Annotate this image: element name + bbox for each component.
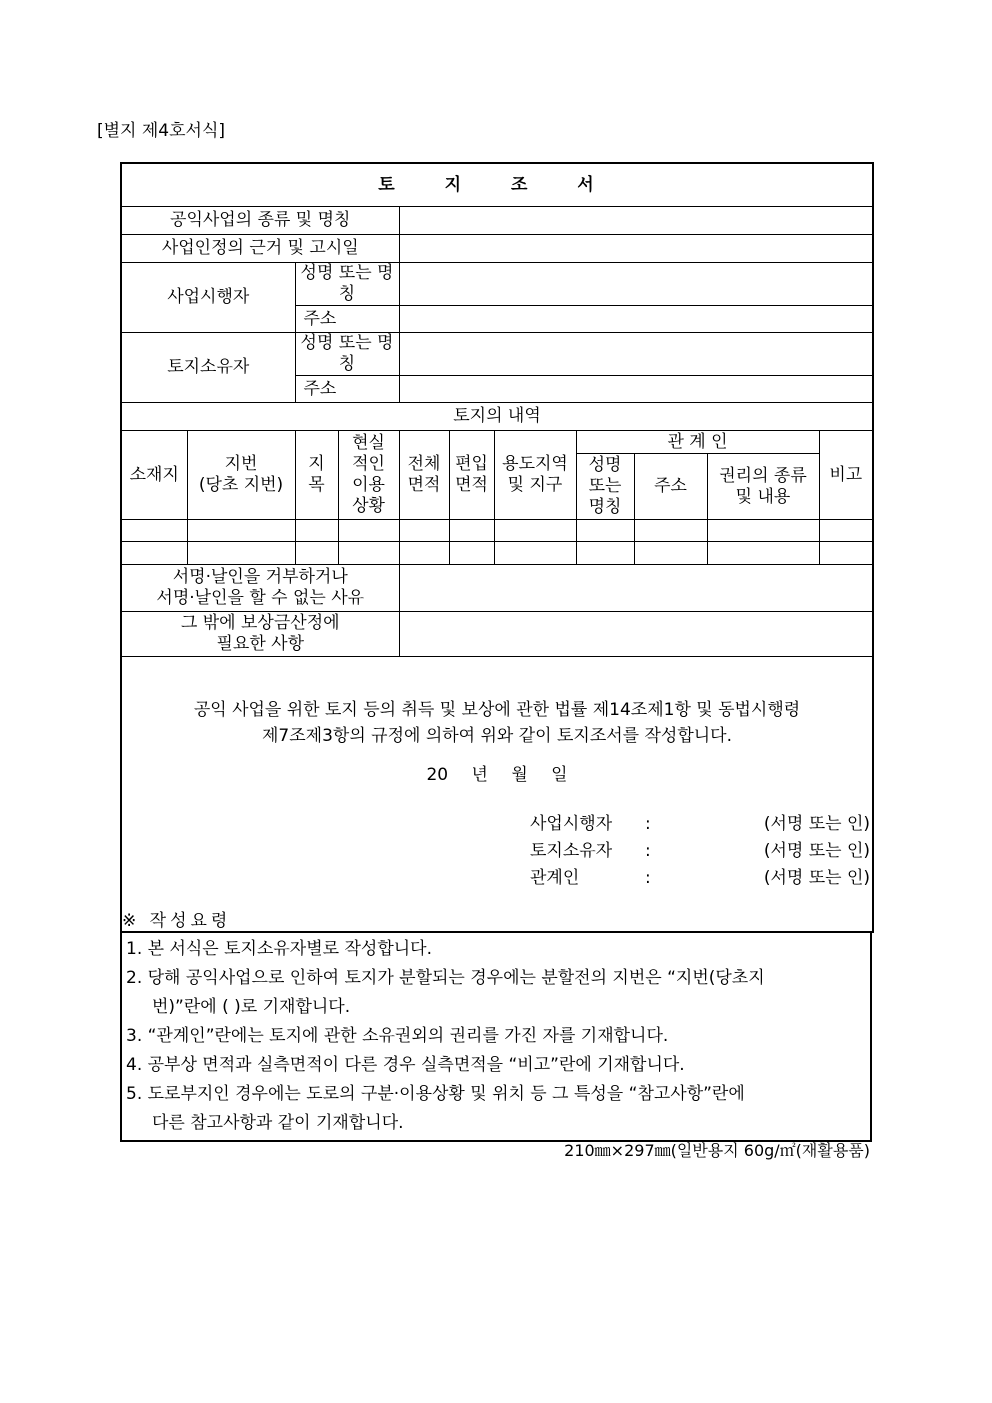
col-zone: 용도지역 및 지구: [494, 431, 576, 520]
refusal-reason-label: 서명·날인을 거부하거나 서명·날인을 할 수 없는 사유: [121, 565, 399, 612]
land-section-title: 토지의 내역: [121, 403, 873, 431]
operator-address-field[interactable]: [399, 306, 873, 333]
col-note: 비고: [819, 431, 873, 520]
form-caption: [별지 제4호서식]: [97, 121, 226, 141]
sign-mark[interactable]: (서명 또는 인): [763, 814, 870, 834]
note-item: 다른 참고사항과 같이 기재합니다.: [152, 1113, 404, 1133]
owner-address-label: 주소: [295, 376, 399, 403]
col-related-right: 권리의 종류 및 내용: [707, 454, 819, 520]
table-row: [121, 520, 873, 542]
signature-owner: 토지소유자 : (서명 또는 인): [530, 841, 870, 861]
statement-text: 공익 사업을 위한 토지 등의 취득 및 보상에 관한 법률 제14조제1항 및 동법시행령 제7조제3항의 규정에 의하여 위와 같이 토지조서를 작성합니다.: [193, 700, 801, 746]
col-lot: 지번 (당초 지번): [187, 431, 295, 520]
note-item: 3. “관계인”란에는 토지에 관한 소유권외의 권리를 가진 자를 기재합니다.: [126, 1026, 669, 1046]
col-related-address: 주소: [634, 454, 707, 520]
date-line: 20 년 월 일: [426, 765, 568, 785]
col-location: 소재지: [121, 431, 187, 520]
note-item: 4. 공부상 면적과 실측면적이 다른 경우 실측면적을 “비고”란에 기재합니다.: [126, 1055, 685, 1075]
notes-title: ※ 작성요령: [122, 911, 232, 931]
project-basis-label: 사업인정의 근거 및 고시일: [121, 235, 399, 263]
col-category: 지 목: [295, 431, 338, 520]
col-related-party: 관 계 인: [576, 431, 819, 454]
note-item: 5. 도로부지인 경우에는 도로의 구분·이용상황 및 위치 등 그 특성을 “참고사항”란에: [126, 1084, 745, 1104]
other-matters-field[interactable]: [399, 612, 873, 657]
owner-name-label: 성명 또는 명칭: [295, 333, 399, 376]
project-kind-label: 공익사업의 종류 및 명칭: [121, 207, 399, 235]
owner-name-field[interactable]: [399, 333, 873, 376]
project-kind-field[interactable]: [399, 207, 873, 235]
other-matters-label: 그 밖에 보상금산정에 필요한 사항: [121, 612, 399, 657]
sign-mark[interactable]: (서명 또는 인): [763, 841, 870, 861]
refusal-reason-field[interactable]: [399, 565, 873, 612]
note-item: 번)”란에 ( )로 기재합니다.: [152, 997, 351, 1017]
statement-area: [121, 657, 873, 933]
signature-related: 관계인 : (서명 또는 인): [530, 868, 870, 888]
owner-address-field[interactable]: [399, 376, 873, 403]
operator-name-field[interactable]: [399, 263, 873, 306]
signature-operator: 사업시행자 : (서명 또는 인): [530, 814, 870, 834]
note-item: 1. 본 서식은 토지소유자별로 작성합니다.: [126, 939, 432, 959]
paper-spec: 210㎜×297㎜(일반용지 60g/㎡(재활용품): [564, 1141, 870, 1160]
land-survey-form: [120, 162, 874, 933]
col-related-name: 성명 또는 명칭: [576, 454, 634, 520]
project-basis-field[interactable]: [399, 235, 873, 263]
operator-label: 사업시행자: [121, 263, 295, 333]
sign-mark[interactable]: (서명 또는 인): [763, 868, 870, 888]
note-item: 2. 당해 공익사업으로 인하여 토지가 분할되는 경우에는 분할전의 지번은 “지번(당초지: [126, 968, 765, 988]
table-row: [121, 542, 873, 565]
col-actual-use: 현실 적인 이용 상황: [338, 431, 399, 520]
col-included-area: 편입 면적: [449, 431, 494, 520]
owner-label: 토지소유자: [121, 333, 295, 403]
notes-box: [120, 931, 872, 1142]
form-title: 토 지 조 서: [121, 163, 873, 207]
col-total-area: 전체 면적: [399, 431, 449, 520]
operator-name-label: 성명 또는 명칭: [295, 263, 399, 306]
operator-address-label: 주소: [295, 306, 399, 333]
